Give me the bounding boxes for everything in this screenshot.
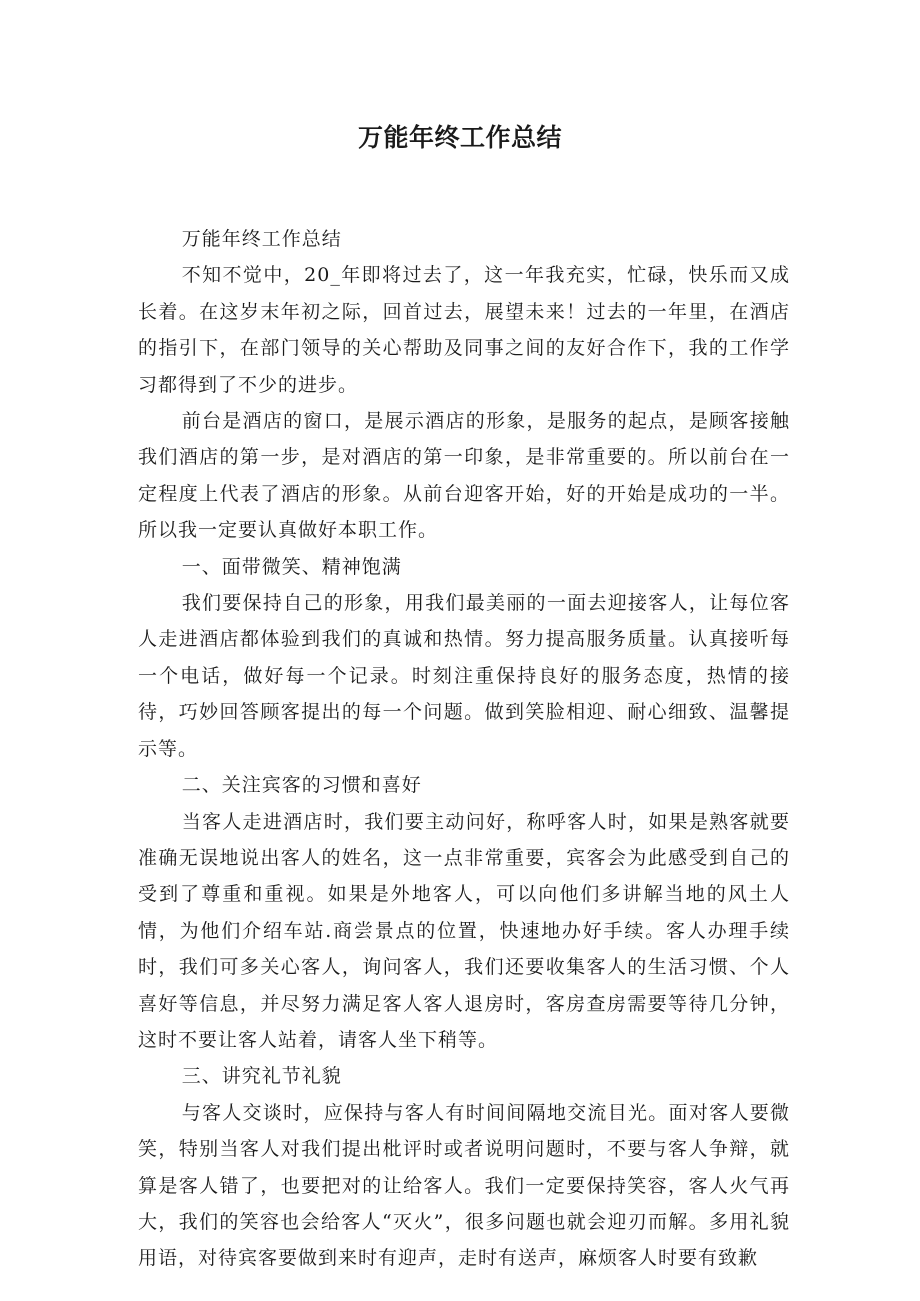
section-3-paragraph: 与客人交谈时，应保持与客人有时间间隔地交流目光。面对客人要微笑，特别当客人对我们提出枇评时或者说明问题时，不要与客人争辩，就算是客人错了，也要把对的让给客人。我们一定要保持笑容，客人火气再大，我们的笑容也会给客人“灭火”，很多问题也就会迎刃而解。多用礼貌用语，对待宾客要做到来时有迎声，走时有送声，麻烦客人时要有致歉 [138, 1101, 790, 1270]
subtitle-paragraph: 万能年终工作总结 [181, 228, 342, 250]
section-1-paragraph: 我们要保持自己的形象，用我们最美丽的一面去迎接客人，让每位客人走进酒店都体验到我们的真诚和热情。努力提高服务质量。认真接听每一个电话，做好每一个记录。时刻注重保持良好的服务态度，热情的接待，巧妙回答顾客提出的每一个问题。做到笑脸相迎、耐心细致、温馨提示等。 [138, 592, 790, 760]
front-desk-paragraph: 前台是酒店的窗口，是展示酒店的形象，是服务的起点，是顾客接触我们酒店的第一步，是对酒店的第一印象，是非常重要的。所以前台在一定程度上代表了酒店的形象。从前台迎客开始，好的开始是成功的一半。所以我一定要认真做好本职工作。 [138, 410, 790, 542]
document-title: 万能年终工作总结 [357, 123, 562, 152]
section-heading-2: 二、关注宾客的习惯和喜好 [181, 774, 422, 797]
section-heading-3: 三、讲究礼节礼貌 [181, 1065, 342, 1088]
intro-paragraph: 不知不觉中，20_年即将过去了，这一年我充实，忙碌，快乐而又成长着。在这岁末年初之际，回首过去，展望未来！过去的一年里，在酒店的指引下，在部门领导的关心帮助及同事之间的友好合作下，我的工作学习都得到了不少的进步。 [138, 264, 790, 396]
section-2-paragraph: 当客人走进酒店时，我们要主动问好，称呼客人时，如果是熟客就要准确无误地说出客人的姓名，这一点非常重要，宾客会为此感受到自己的受到了尊重和重视。如果是外地客人，可以向他们多讲解当地的风土人情，为他们介绍车站.商尝景点的位置，快速地办好手续。客人办理手续时，我们可多关心客人，询问客人，我们还要收集客人的生活习惯、个人喜好等信息，并尽努力满足客人客人退房时，客房查房需要等待几分钟，这时不要让客人站着，请客人坐下稍等。 [138, 810, 790, 1051]
section-heading-1: 一、面带微笑、精神饱满 [181, 555, 402, 578]
document-body [138, 221, 790, 1277]
